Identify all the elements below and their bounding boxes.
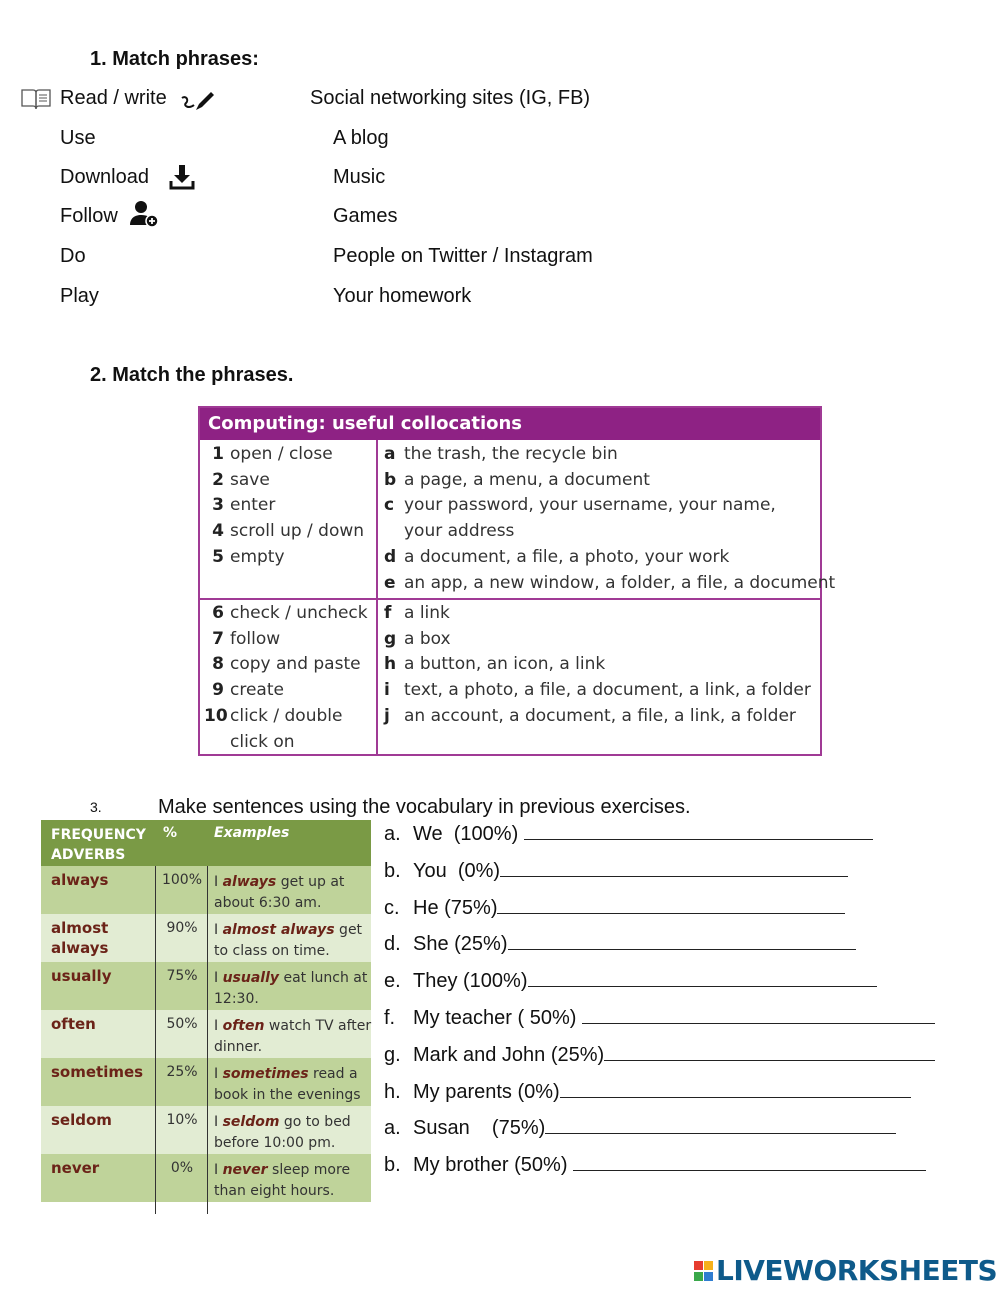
object-text: a document, a file, a photo, your work: [404, 546, 730, 567]
add-user-icon: [130, 199, 160, 234]
collocations-table: [198, 406, 836, 756]
frequency-row: [41, 1058, 371, 1106]
frequency-adverb: always: [51, 871, 109, 889]
sentence-item: [384, 968, 877, 993]
sentence-item: [384, 821, 873, 846]
example-pre: I: [214, 1066, 223, 1082]
frequency-adverb: sometimes: [51, 1063, 144, 1081]
frequency-adverb: seldom: [51, 1111, 112, 1129]
object-letter: i: [384, 680, 390, 701]
sentence-item: [384, 1042, 935, 1067]
verb-text: create: [230, 680, 284, 701]
section3-number: 3.: [90, 799, 102, 815]
verb-text: save: [230, 469, 270, 490]
collocation-object: [384, 470, 650, 490]
collocation-object: [384, 654, 605, 674]
object-text: a button, an icon, a link: [404, 654, 606, 675]
collocation-verb: [204, 603, 368, 623]
frequency-adverb: usually: [51, 967, 112, 985]
pen-icon: [180, 88, 214, 119]
frequency-row: [41, 1106, 371, 1154]
answer-blank[interactable]: [582, 1005, 935, 1024]
answer-blank[interactable]: [500, 858, 848, 877]
verb-text: follow: [230, 628, 281, 649]
collocation-object: [384, 629, 451, 649]
answer-blank[interactable]: [604, 1042, 935, 1061]
frequency-adverb: often: [51, 1015, 96, 1033]
frequency-example: [214, 920, 374, 962]
object-letter: j: [384, 705, 390, 726]
match-left-item: Do: [60, 245, 86, 267]
collocation-verb: [204, 732, 295, 752]
sentence-prompt: My teacher ( 50%): [413, 1007, 582, 1029]
sentence-letter: e.: [384, 970, 401, 993]
example-post: sleep more than eight hours.: [214, 1162, 351, 1199]
collocation-object: [384, 495, 776, 515]
object-text: the trash, the recycle bin: [404, 444, 618, 464]
sentence-prompt: Mark and John (25%): [413, 1043, 605, 1066]
object-letter: f: [384, 603, 392, 623]
sentence-item: [384, 1005, 935, 1030]
collocation-verb: [204, 444, 333, 464]
collocation-verb: [204, 654, 361, 674]
collocation-verb: [204, 706, 342, 726]
answer-blank[interactable]: [560, 1079, 911, 1098]
object-letter: a: [384, 444, 396, 464]
verb-number: 9: [212, 680, 224, 701]
logo-blocks-icon: [694, 1256, 714, 1278]
match-left-item: Play: [60, 285, 99, 307]
sentence-item: [384, 858, 848, 883]
sentence-item: [384, 1115, 896, 1140]
answer-blank[interactable]: [497, 895, 845, 914]
frequency-percent: 75%: [166, 968, 198, 984]
answer-blank[interactable]: [545, 1115, 896, 1134]
object-letter: e: [384, 572, 396, 593]
sentence-prompt: My brother (50%): [413, 1154, 574, 1177]
verb-number: 1: [212, 444, 224, 464]
section2-heading: 2. Match the phrases.: [90, 364, 294, 386]
sentence-prompt: We (100%): [413, 823, 524, 845]
collocation-object: [384, 706, 796, 726]
example-adverb: seldom: [222, 1114, 280, 1130]
object-text: an account, a document, a file, a link, a folder: [404, 705, 796, 726]
frequency-example: [214, 1112, 374, 1154]
header-adverbs: FREQUENCY ADVERBS: [51, 827, 146, 863]
collocation-object: [384, 547, 729, 567]
example-adverb: often: [222, 1018, 265, 1034]
frequency-row: [41, 962, 371, 1010]
match-right-item: Music: [333, 166, 386, 188]
match-left-item: Download: [60, 166, 149, 188]
example-post: go to bed before 10:00 pm.: [214, 1114, 351, 1151]
example-pre: I: [214, 874, 223, 890]
frequency-percent: 90%: [166, 920, 198, 936]
sentence-item: [384, 1152, 926, 1177]
collocation-object: [384, 444, 618, 464]
object-letter: c: [384, 495, 395, 516]
collocations-table-title: Computing: useful collocations: [200, 408, 820, 440]
verb-number: 2: [212, 469, 224, 490]
match-left-item: Read / write: [60, 87, 167, 109]
sentence-letter: c.: [384, 896, 400, 919]
sentence-letter: d.: [384, 933, 401, 956]
sentence-prompt: They (100%): [413, 970, 528, 993]
sentence-letter: b.: [384, 859, 401, 882]
verb-number: 10: [204, 705, 228, 726]
frequency-percent: 10%: [166, 1112, 198, 1128]
verb-number: 6: [212, 603, 224, 623]
object-text: an app, a new window, a folder, a file, a document: [404, 572, 836, 593]
sentence-prompt: Susan (75%): [413, 1117, 546, 1140]
sentence-letter: g.: [384, 1043, 401, 1066]
liveworksheets-logo: [694, 1254, 997, 1287]
example-adverb: usually: [222, 970, 280, 986]
section1-heading: 1. Match phrases:: [90, 48, 259, 70]
collocation-object: [384, 521, 514, 541]
example-adverb: sometimes: [222, 1066, 309, 1082]
sentence-letter: b.: [384, 1154, 401, 1177]
collocation-object: [384, 573, 835, 593]
frequency-example: [214, 1016, 374, 1058]
header-percent: %: [163, 825, 178, 841]
object-text: a box: [404, 628, 451, 649]
collocation-verb: [204, 680, 284, 700]
match-right-item: Your homework: [333, 285, 472, 307]
sentence-letter: a.: [384, 1117, 401, 1140]
verb-text: empty: [230, 546, 285, 567]
sentence-letter: h.: [384, 1080, 401, 1103]
frequency-table-header: [41, 820, 371, 866]
match-right-item: A blog: [333, 127, 389, 149]
frequency-percent: 25%: [166, 1064, 198, 1080]
brand-name: LIVEWORKSHEETS: [716, 1254, 998, 1287]
verb-number: 7: [212, 628, 224, 649]
sentence-letter: a.: [384, 823, 401, 845]
sentence-item: [384, 931, 856, 956]
object-text: your password, your username, your name,: [404, 495, 776, 516]
object-text: a page, a menu, a document: [404, 469, 650, 490]
match-right-item: Social networking sites (IG, FB): [310, 87, 591, 109]
verb-text: open / close: [230, 444, 333, 464]
header-examples: Examples: [214, 825, 290, 841]
download-icon: [168, 163, 196, 196]
example-pre: I: [214, 1162, 223, 1178]
verb-text: scroll up / down: [230, 521, 365, 542]
collocation-verb: [204, 547, 285, 567]
frequency-example: [214, 1064, 374, 1106]
object-text: text, a photo, a file, a document, a link, a folder: [404, 680, 811, 701]
collocation-verb: [204, 470, 270, 490]
verb-text: enter: [230, 495, 276, 516]
object-letter: h: [384, 654, 397, 675]
frequency-percent: 0%: [170, 1160, 194, 1176]
match-right-item: People on Twitter / Instagram: [333, 245, 593, 267]
book-icon: [20, 87, 52, 116]
frequency-adverb: never: [51, 1159, 100, 1177]
example-post: read a book in the evenings: [214, 1066, 361, 1103]
frequency-percent: 50%: [166, 1016, 198, 1032]
verb-number: 8: [212, 654, 224, 675]
object-letter: b: [384, 469, 397, 490]
sentence-item: [384, 895, 845, 920]
example-adverb: almost always: [222, 922, 335, 938]
match-left-item: Follow: [60, 205, 118, 227]
example-adverb: always: [222, 874, 277, 890]
frequency-row: [41, 1010, 371, 1058]
example-post: get up at about 6:30 am.: [214, 874, 345, 911]
object-letter: g: [384, 628, 397, 649]
example-adverb: never: [222, 1162, 268, 1178]
verb-number: 4: [212, 521, 224, 542]
sentence-prompt: She (25%): [413, 933, 508, 956]
match-right-item: Games: [333, 205, 398, 227]
example-pre: I: [214, 970, 223, 986]
verb-number: 5: [212, 546, 224, 567]
sentence-prompt: He (75%): [413, 896, 498, 919]
example-pre: I: [214, 922, 223, 938]
frequency-example: [214, 968, 374, 1010]
frequency-adverbs-table: [41, 820, 371, 1214]
verb-text: click / double: [230, 705, 343, 726]
example-post: watch TV after dinner.: [214, 1018, 372, 1055]
example-post: eat lunch at 12:30.: [214, 970, 368, 1007]
verb-number: 3: [212, 495, 224, 516]
verb-text: copy and paste: [230, 654, 361, 675]
match-left-item: Use: [60, 127, 96, 149]
frequency-row: [41, 1154, 371, 1202]
frequency-example: [214, 1160, 374, 1202]
answer-blank[interactable]: [528, 968, 878, 987]
sentence-letter: f.: [384, 1007, 396, 1029]
collocation-verb: [204, 495, 275, 515]
sentence-prompt: My parents (0%): [413, 1080, 560, 1103]
example-post: get to class on time.: [214, 922, 363, 959]
collocation-verb: [204, 629, 280, 649]
answer-blank[interactable]: [524, 821, 873, 840]
answer-blank[interactable]: [508, 931, 857, 950]
object-text: a link: [404, 603, 450, 623]
example-pre: I: [214, 1018, 223, 1034]
verb-text: click on: [230, 731, 295, 752]
frequency-adverb: almost always: [51, 919, 109, 957]
answer-blank[interactable]: [573, 1152, 926, 1171]
frequency-row: [41, 866, 371, 914]
sentence-item: [384, 1079, 911, 1104]
object-text: your address: [404, 521, 515, 542]
frequency-example: [214, 872, 374, 914]
frequency-row: [41, 914, 371, 962]
object-letter: d: [384, 546, 397, 567]
frequency-percent: 100%: [161, 872, 203, 888]
verb-text: check / uncheck: [230, 603, 368, 623]
section3-instruction: Make sentences using the vocabulary in previous exercises.: [158, 796, 691, 818]
sentence-prompt: You (0%): [413, 859, 501, 882]
collocation-object: [384, 603, 450, 623]
collocation-object: [384, 680, 811, 700]
example-pre: I: [214, 1114, 223, 1130]
collocation-verb: [204, 521, 364, 541]
